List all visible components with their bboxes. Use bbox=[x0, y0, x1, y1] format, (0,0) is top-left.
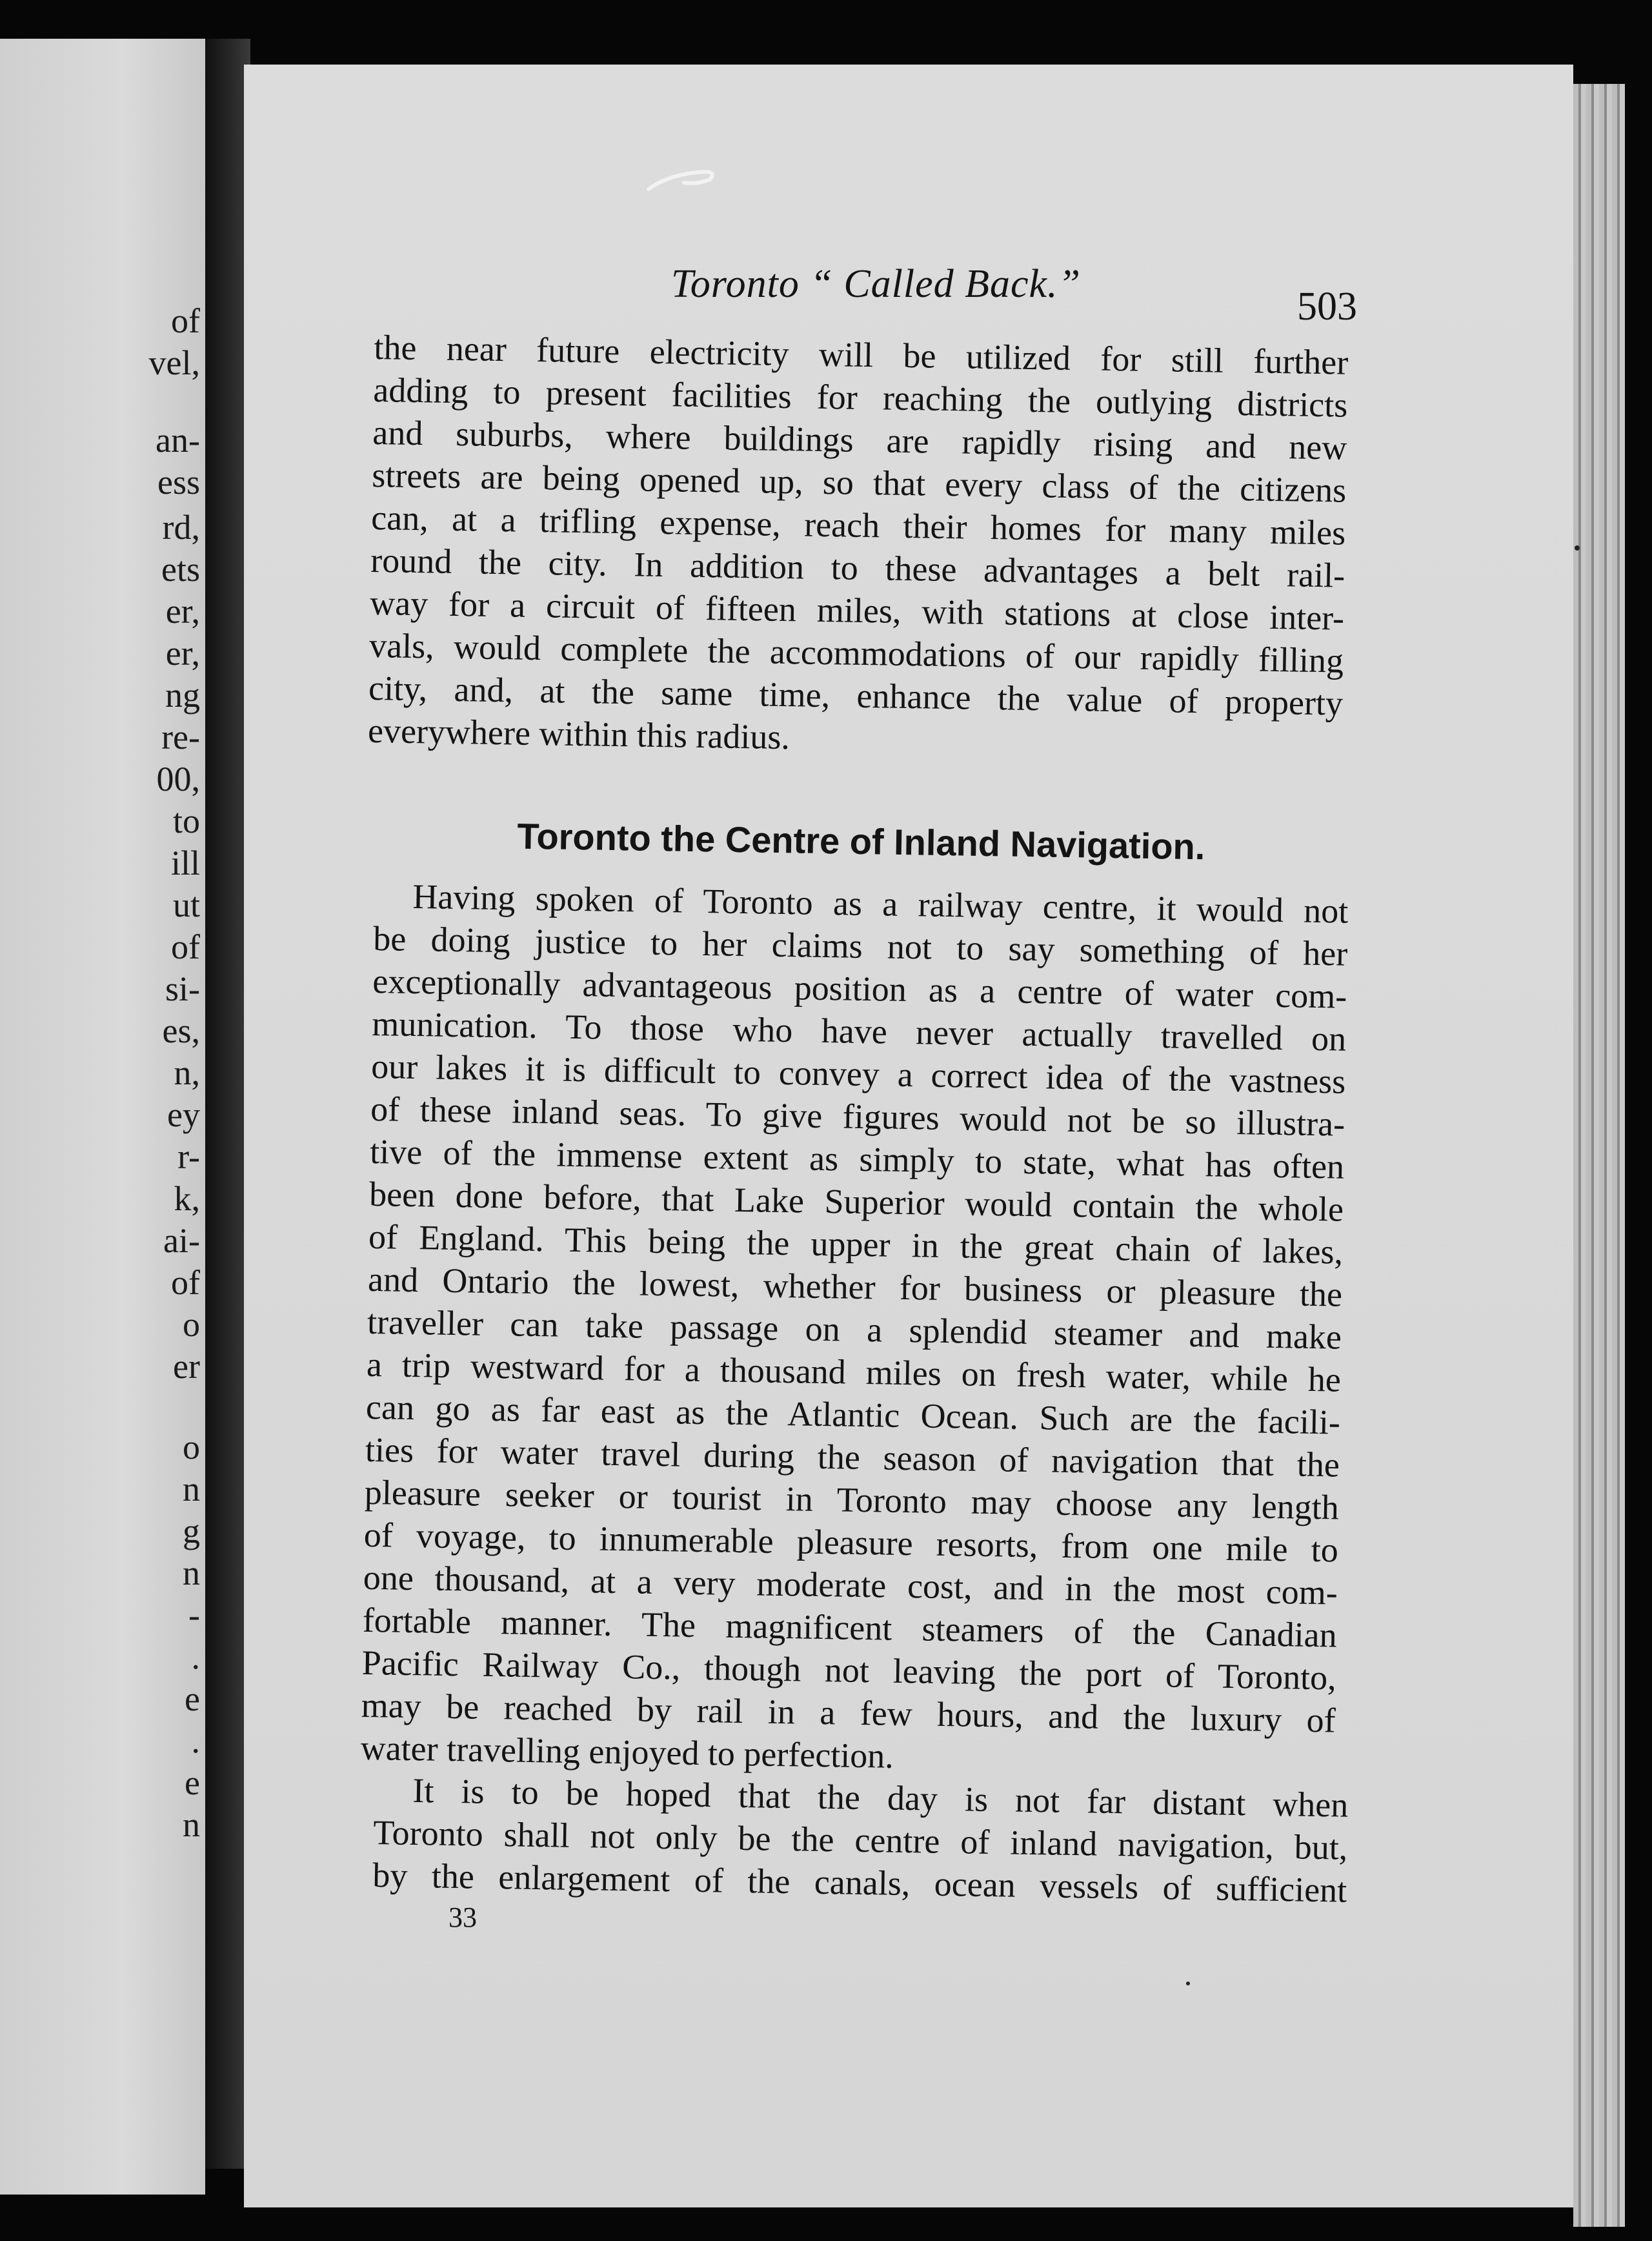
text-line: pleasure seeker or tourist in Toronto may choose any length bbox=[364, 1472, 1340, 1527]
text-line: by the enlargement of the canals, ocean vessels of sufficient bbox=[372, 1855, 1347, 1910]
left-page-fragment: er bbox=[173, 1347, 200, 1386]
left-page-fragment: ets bbox=[161, 550, 200, 589]
left-page-fragment: er, bbox=[165, 592, 200, 631]
left-page-fragment: 00, bbox=[156, 760, 200, 798]
text-line: fortable manner. The magnificent steamers of the Canadian bbox=[362, 1600, 1338, 1655]
text-line: be doing justice to her claims not to say something of her bbox=[372, 918, 1348, 973]
left-page-fragment: ai- bbox=[163, 1221, 200, 1260]
left-page-fragment: . bbox=[191, 1721, 200, 1760]
text-line: Having spoken of Toronto as a railway centre, it would not bbox=[412, 877, 1349, 931]
text-line: can, at a trifling expense, reach their homes for many miles bbox=[370, 498, 1346, 553]
paragraph-1 bbox=[368, 326, 1349, 767]
section-heading: Toronto the Centre of Inland Navigation. bbox=[516, 815, 1205, 867]
left-page-fragment: o bbox=[183, 1428, 200, 1466]
paragraph-2 bbox=[360, 875, 1349, 1785]
left-page-fragment: r- bbox=[177, 1137, 200, 1176]
text-line: water travelling enjoyed to perfection. bbox=[360, 1728, 894, 1776]
text-line: Toronto shall not only be the centre of inland navigation, but, bbox=[372, 1812, 1348, 1867]
signature-mark: 33 bbox=[448, 1901, 477, 1933]
text-line: the near future electricity will be utilized for still further bbox=[374, 327, 1349, 382]
ink-speck bbox=[1575, 545, 1580, 551]
text-line: of voyage, to innumerable pleasure resorts, from one mile to bbox=[363, 1515, 1339, 1570]
left-page-fragment: ng bbox=[165, 676, 200, 715]
left-page-fragment: e bbox=[185, 1763, 200, 1802]
pen-stroke-mark bbox=[645, 160, 723, 205]
left-page-fragment: n bbox=[183, 1805, 200, 1844]
text-line: a trip westward for a thousand miles on fresh water, while he bbox=[366, 1344, 1342, 1399]
left-page-fragment: k, bbox=[174, 1179, 200, 1218]
left-page-fragment: n, bbox=[174, 1053, 200, 1092]
page-number: 503 bbox=[1297, 285, 1357, 329]
left-page-fragment: rd, bbox=[162, 508, 200, 547]
text-line: everywhere within this radius. bbox=[367, 711, 791, 757]
text-line: and suburbs, where buildings are rapidly rising and new bbox=[372, 412, 1347, 467]
left-page-fragment: n bbox=[183, 1470, 200, 1508]
left-page-fragment: er, bbox=[165, 634, 200, 673]
left-page-fragment: si- bbox=[165, 969, 200, 1008]
page-edges bbox=[1573, 84, 1625, 2227]
text-line: our lakes it is difficult to convey a correct idea of the vastness bbox=[370, 1046, 1346, 1101]
text-line: munication. To those who have never actually travelled on bbox=[371, 1004, 1347, 1059]
text-line: adding to present facilities for reaching the outlying districts bbox=[372, 370, 1348, 425]
text-line: way for a circuit of fifteen miles, with stations at close inter- bbox=[369, 583, 1345, 638]
left-page-fragment: ess bbox=[157, 463, 200, 502]
text-line: exceptionally advantageous position as a centre of water com- bbox=[372, 961, 1347, 1016]
left-page-fragment: of bbox=[171, 1263, 200, 1302]
text-line: ties for water travel during the season of navigation that the bbox=[365, 1430, 1340, 1485]
left-page-fragment: re- bbox=[161, 718, 200, 756]
left-page-fragment: to bbox=[172, 802, 200, 840]
left-page-fragment: vel, bbox=[148, 343, 200, 382]
left-page-fragment: of bbox=[171, 301, 200, 340]
text-line: round the city. In addition to these advantages a belt rail- bbox=[370, 540, 1345, 595]
text-line: streets are being opened up, so that every class of the citizens bbox=[371, 455, 1347, 510]
text-line: Pacific Railway Co., though not leaving the port of Toronto, bbox=[361, 1643, 1337, 1698]
left-page-fragment: n bbox=[183, 1554, 200, 1592]
running-head: Toronto “ Called Back.” bbox=[671, 262, 1082, 306]
paragraph-3 bbox=[372, 1769, 1349, 1912]
text-line: been done before, that Lake Superior would contain the whole bbox=[368, 1174, 1344, 1229]
text-line: one thousand, at a very moderate cost, and in the most com- bbox=[363, 1557, 1338, 1612]
left-page-fragment: o bbox=[183, 1305, 200, 1344]
left-page-fragment: ill bbox=[170, 844, 200, 882]
left-page-fragment: e bbox=[185, 1679, 200, 1718]
text-line: It is to be hoped that the day is not far distant when bbox=[412, 1770, 1349, 1825]
text-line: may be reached by rail in a few hours, and the luxury of bbox=[361, 1685, 1336, 1740]
left-page-fragment: ut bbox=[172, 886, 200, 924]
text-line: can go as far east as the Atlantic Ocean. Such are the facili- bbox=[365, 1387, 1341, 1442]
text-line: traveller can take passage on a splendid steamer and make bbox=[367, 1302, 1342, 1357]
text-line: tive of the immense extent as simply to state, what has often bbox=[369, 1131, 1345, 1186]
left-page-fragment: of bbox=[171, 928, 200, 966]
left-page-fragment: es, bbox=[162, 1011, 200, 1050]
left-page-fragment: ey bbox=[167, 1095, 200, 1134]
left-page-fragment: g bbox=[183, 1512, 200, 1550]
left-page-fragment: an- bbox=[156, 421, 200, 460]
text-line: vals, would complete the accommodations of our rapidly filling bbox=[368, 625, 1344, 680]
left-page-fragment: . bbox=[191, 1638, 200, 1676]
text-line: of these inland seas. To give figures would not be so illustra- bbox=[370, 1089, 1345, 1144]
left-page-fragment: - bbox=[188, 1596, 200, 1634]
ink-speck bbox=[1186, 1982, 1190, 1985]
text-line: and Ontario the lowest, whether for business or pleasure the bbox=[367, 1259, 1343, 1314]
text-line: of England. This being the upper in the great chain of lakes, bbox=[368, 1217, 1344, 1272]
text-line: city, and, at the same time, enhance the value of property bbox=[368, 668, 1344, 723]
left-facing-page bbox=[0, 39, 205, 2195]
